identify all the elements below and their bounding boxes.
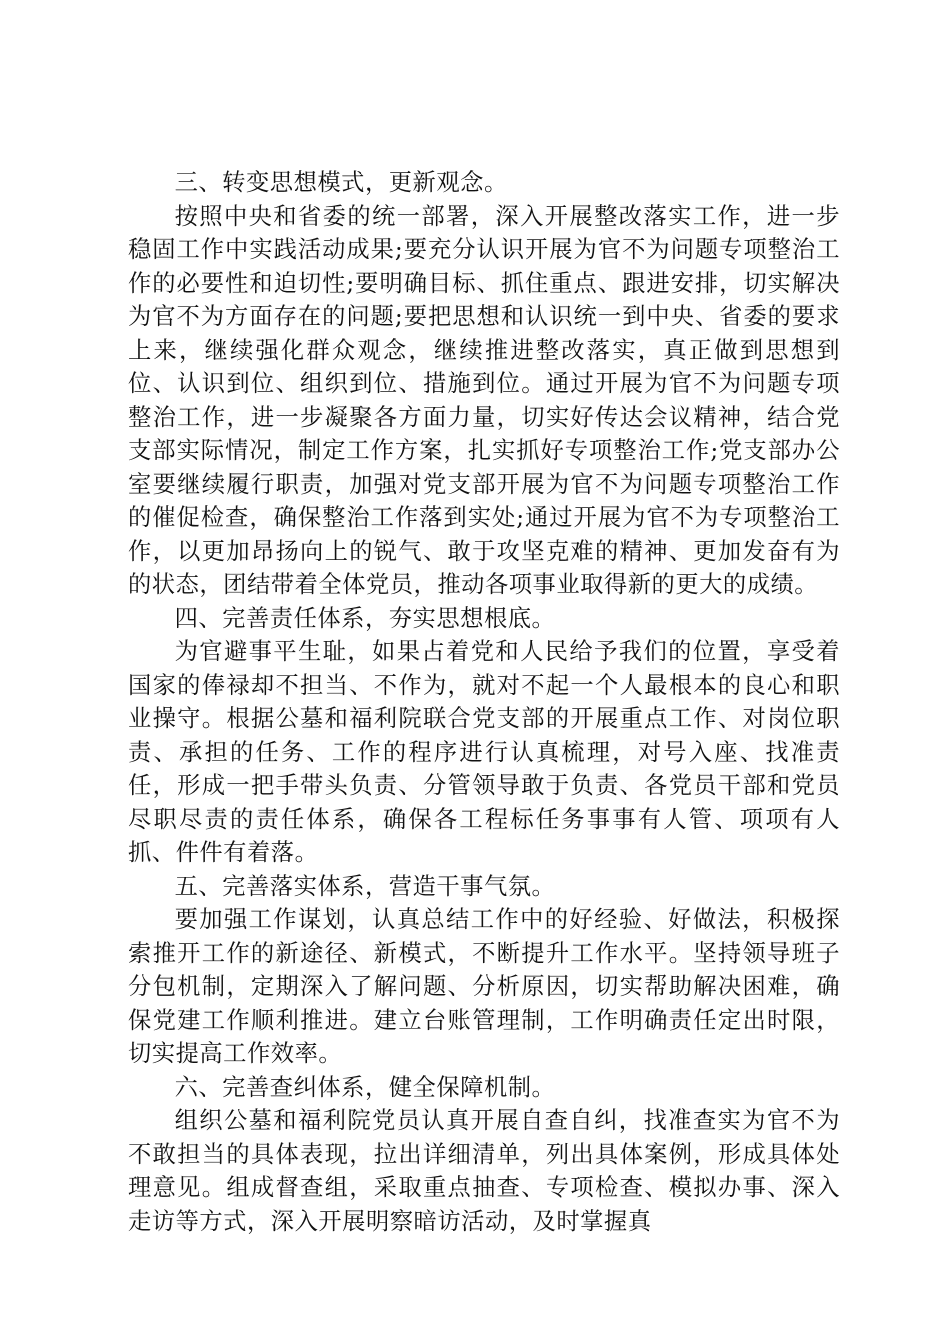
section-heading: 六、完善查纠体系，健全保障机制。 [174,1073,556,1101]
section-heading: 四、完善责任体系，夯实思想根底。 [174,604,556,632]
body-paragraph: 按照中央和省委的统一部署，深入开展整改落实工作，进一步稳固工作中实践活动成果;要充分认识开展为官不为问题专项整治工作的必要性和迫切性;要明确目标、抓住重点、跟进安排，切实解决为官不为方面存在的问题;要把思想和认识统一到中央、省委的要求上来，继续强化群众观念，继续推进整改落实，真正做到思想到位、认识到位、组织到位、措施到位。通过开展为官不为问题专项整治工作，进一步凝聚各方面力量，切实好传达会议精神，结合党支部实际情况，制定工作方案，扎实抓好专项整治工作;党支部办公室要继续履行职责，加强对党支部开展为官不为问题专项整治工作的催促检查，确保整治工作落到实处;通过开展为官不为专项整治工作，以更加昂扬向上的锐气、敢于攻坚克难的精神、更加发奋有为的状态，团结带着全体党员，推动各项事业取得新的更大的成绩。 [128,202,840,598]
body-paragraph: 要加强工作谋划，认真总结工作中的好经验、好做法，积极探索推开工作的新途径、新模式，不断提升工作水平。坚持领导班子分包机制，定期深入了解问题、分析原因，切实帮助解决困难，确保党建工作顺利推进。建立台账管理制，工作明确责任定出时限，切实提高工作效率。 [128,906,840,1067]
section-heading: 三、转变思想模式，更新观念。 [174,169,508,196]
body-paragraph: 组织公墓和福利院党员认真开展自查自纠，找准查实为官不为不敢担当的具体表现，拉出详细清单，列出具体案例，形成具体处理意见。组成督查组，采取重点抽查、专项检查、模拟办事、深入走访等方式，深入开展明察暗访活动，及时掌握真 [128,1107,840,1235]
body-paragraph: 为官避事平生耻，如果占着党和人民给予我们的位置，享受着国家的俸禄却不担当、不作为，就对不起一个人最根本的良心和职业操守。根据公墓和福利院联合党支部的开展重点工作、对岗位职责、承担的任务、工作的程序进行认真梳理，对号入座、找准责任，形成一把手带头负责、分管领导敢于负责、各党员干部和党员尽职尽责的责任体系，确保各工程标任务事事有人管、项项有人抓、件件有着落。 [128,638,840,866]
section-heading: 五、完善落实体系，营造干事气氛。 [174,872,556,900]
document-body [128,166,840,1238]
